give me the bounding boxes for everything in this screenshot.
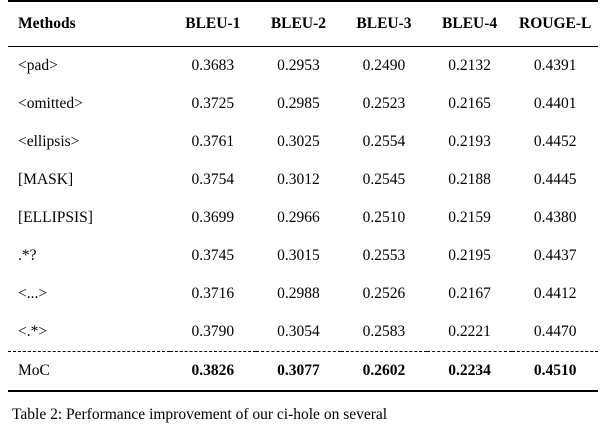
cell-bleu2: 0.2966	[277, 209, 320, 226]
cell-bleu4: 0.2221	[448, 323, 491, 340]
cell-rougel: 0.4401	[533, 95, 577, 112]
cell-bleu1: 0.3699	[191, 209, 235, 226]
cell-bleu4: 0.2159	[448, 209, 491, 226]
cell-rougel: 0.4437	[533, 247, 577, 264]
cell-bleu1: 0.3761	[191, 133, 235, 150]
table-caption: Table 2: Performance improvement of our ci-hole on several	[12, 406, 388, 423]
column-header-rougel: ROUGE-L	[512, 1, 598, 47]
table-row	[8, 123, 598, 161]
cell-method: [MASK]	[18, 171, 74, 188]
cell-bleu3: 0.2523	[362, 95, 406, 112]
cell-bleu4: 0.2132	[448, 57, 491, 74]
cell-bleu3: 0.2583	[362, 323, 406, 340]
cell-method: MoC	[8, 352, 170, 392]
cell-bleu1: 0.3725	[191, 95, 235, 112]
cell-bleu2: 0.2988	[277, 285, 320, 302]
cell-bleu2: 0.3012	[277, 171, 320, 188]
cell-method: <.*>	[18, 323, 48, 340]
column-header-bleu4: BLEU-4	[427, 1, 513, 47]
cell-bleu4: 0.2234	[427, 352, 513, 392]
cell-bleu1: 0.3716	[191, 285, 235, 302]
column-header-methods: Methods	[8, 1, 170, 47]
cell-bleu3: 0.2602	[341, 352, 427, 392]
cell-rougel: 0.4380	[533, 209, 577, 226]
cell-bleu3: 0.2553	[362, 247, 406, 264]
cell-bleu4: 0.2165	[448, 95, 491, 112]
cell-bleu1: 0.3745	[191, 247, 235, 264]
cell-bleu1: 0.3826	[170, 352, 256, 392]
column-header-bleu3: BLEU-3	[341, 1, 427, 47]
table-row	[8, 313, 598, 352]
results-table	[8, 0, 598, 392]
cell-method: <pad>	[18, 57, 58, 74]
cell-bleu4: 0.2195	[448, 247, 491, 264]
cell-bleu3: 0.2510	[362, 209, 406, 226]
table-header	[8, 1, 598, 47]
cell-rougel: 0.4445	[533, 171, 577, 188]
cell-method: [ELLIPSIS]	[18, 209, 93, 226]
cell-bleu2: 0.2985	[277, 95, 320, 112]
column-header-bleu2: BLEU-2	[256, 1, 342, 47]
cell-method: <ellipsis>	[18, 133, 80, 150]
cell-method: <...>	[18, 285, 48, 302]
cell-rougel: 0.4510	[512, 352, 598, 392]
cell-bleu4: 0.2188	[448, 171, 491, 188]
cell-rougel: 0.4412	[533, 285, 577, 302]
cell-method: .*?	[18, 247, 37, 264]
cell-bleu2: 0.2953	[277, 57, 320, 74]
table-row	[8, 47, 598, 86]
cell-rougel: 0.4391	[533, 57, 577, 74]
cell-bleu2: 0.3015	[277, 247, 320, 264]
cell-bleu1: 0.3683	[191, 57, 235, 74]
cell-rougel: 0.4470	[533, 323, 577, 340]
cell-bleu2: 0.3077	[256, 352, 342, 392]
cell-bleu1: 0.3790	[191, 323, 235, 340]
cell-bleu3: 0.2526	[362, 285, 406, 302]
cell-bleu1: 0.3754	[191, 171, 235, 188]
table-body	[8, 47, 598, 392]
cell-bleu3: 0.2554	[362, 133, 406, 150]
cell-bleu4: 0.2167	[448, 285, 491, 302]
table-row	[8, 237, 598, 275]
table-header-row	[8, 1, 598, 47]
table-row	[8, 161, 598, 199]
table-row	[8, 85, 598, 123]
table-row	[8, 275, 598, 313]
cell-rougel: 0.4452	[533, 133, 577, 150]
cell-bleu3: 0.2545	[362, 171, 406, 188]
table-row-highlight	[8, 352, 598, 392]
cell-bleu2: 0.3025	[277, 133, 320, 150]
cell-method: <omitted>	[18, 95, 83, 112]
table-row	[8, 199, 598, 237]
cell-bleu3: 0.2490	[362, 57, 406, 74]
cell-bleu4: 0.2193	[448, 133, 491, 150]
cell-bleu2: 0.3054	[277, 323, 320, 340]
column-header-bleu1: BLEU-1	[170, 1, 256, 47]
